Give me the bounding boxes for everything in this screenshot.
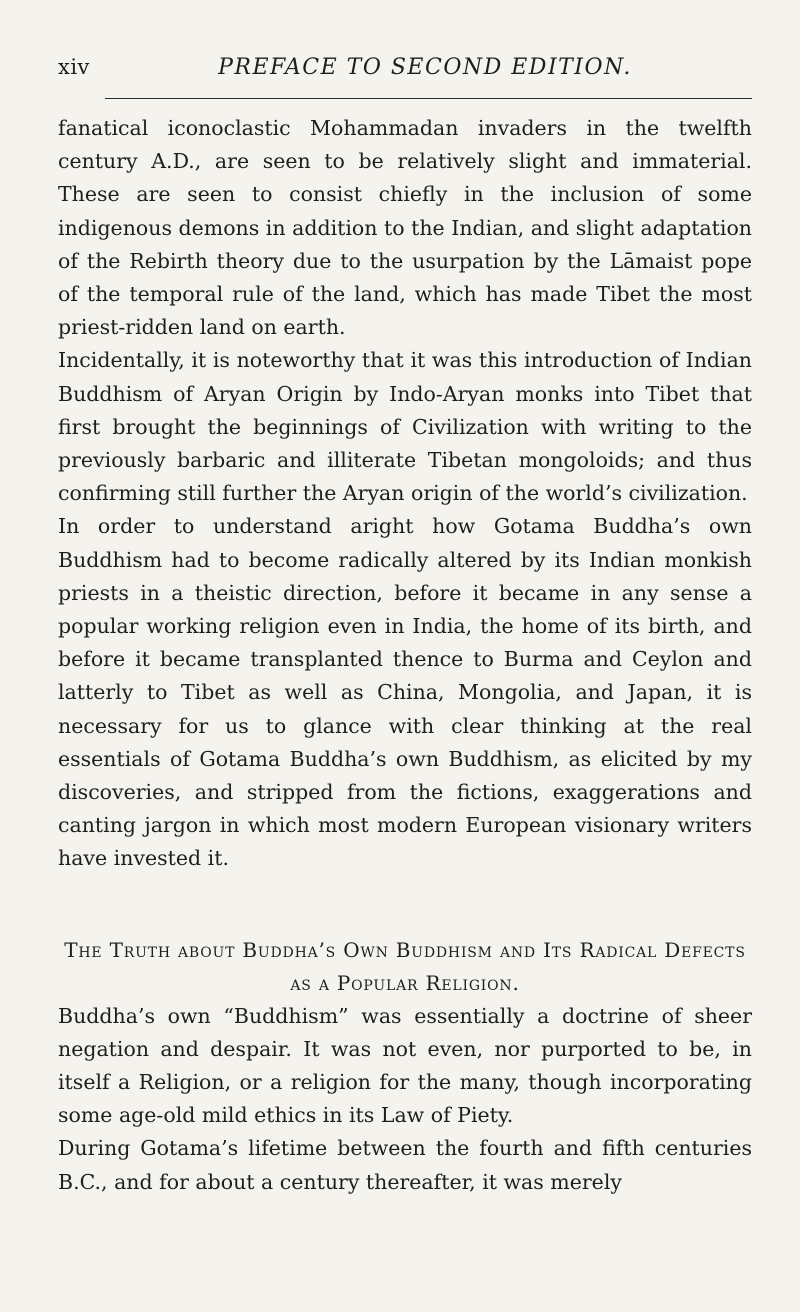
paragraph-continued: fanatical iconoclastic Mohammadan invaders in the twelfth century A.D., are seen to be relatively slight and immaterial. These are seen to consist chiefly in the inclusion of some indigenous demons in addition to the Indian, and slight adaptation of the Rebirth theory due to the usurpation by the Lāmaist pope of the temporal rule of the land, which has made Tibet the most priest-ridden land on earth. [58,116,752,340]
page-number: xiv [58,55,90,79]
page-body [58,112,752,1199]
paragraph-buddhas-own: Buddha’s own “Buddhism” was essentially a doctrine of sheer negation and despair. It was not even, nor purported to be, in itself a Religion, or a religion for the many, though incorporating some age-old mild ethics in its Law of Piety. [58,1003,752,1128]
paragraph-in-order: In order to understand aright how Gotama Buddha’s own Buddhism had to become radically altered by its Indian monkish priests in a theistic direction, before it became in any sense a popular working religion even in India, the home of its birth, and before it became transplanted thence to Burma and Ceylon and latterly to Tibet as well as China, Mongolia, and Japan, it is necessary for us to glance with clear thinking at the real essentials of Gotama Buddha’s own Buddhism, as elicited by my discoveries, and stripped from the fictions, exaggerations and canting jargon in which most modern European visionary writers have invested it. [58,514,752,871]
running-title: PREFACE TO SECOND EDITION. [218,55,632,80]
running-head [58,0,752,100]
paragraph-incidentally: Incidentally, it is noteworthy that it was this introduction of Indian Buddhism of Aryan Origin by Indo-Aryan monks into Tibet that first brought the beginnings of Civilization with writing to the previously barbaric and illiterate Tibetan mongoloids; and thus confirming still further the Aryan origin of the world’s civilization. [58,348,752,506]
section-heading: The Truth about Buddha’s Own Buddhism and Its Radical Defects as a Popular Religion. [64,937,746,995]
paragraph-during-lifetime: During Gotama’s lifetime between the fourth and fifth centuries B.C., and for about a century thereafter, it was merely [58,1136,752,1194]
header-rule [105,98,752,99]
